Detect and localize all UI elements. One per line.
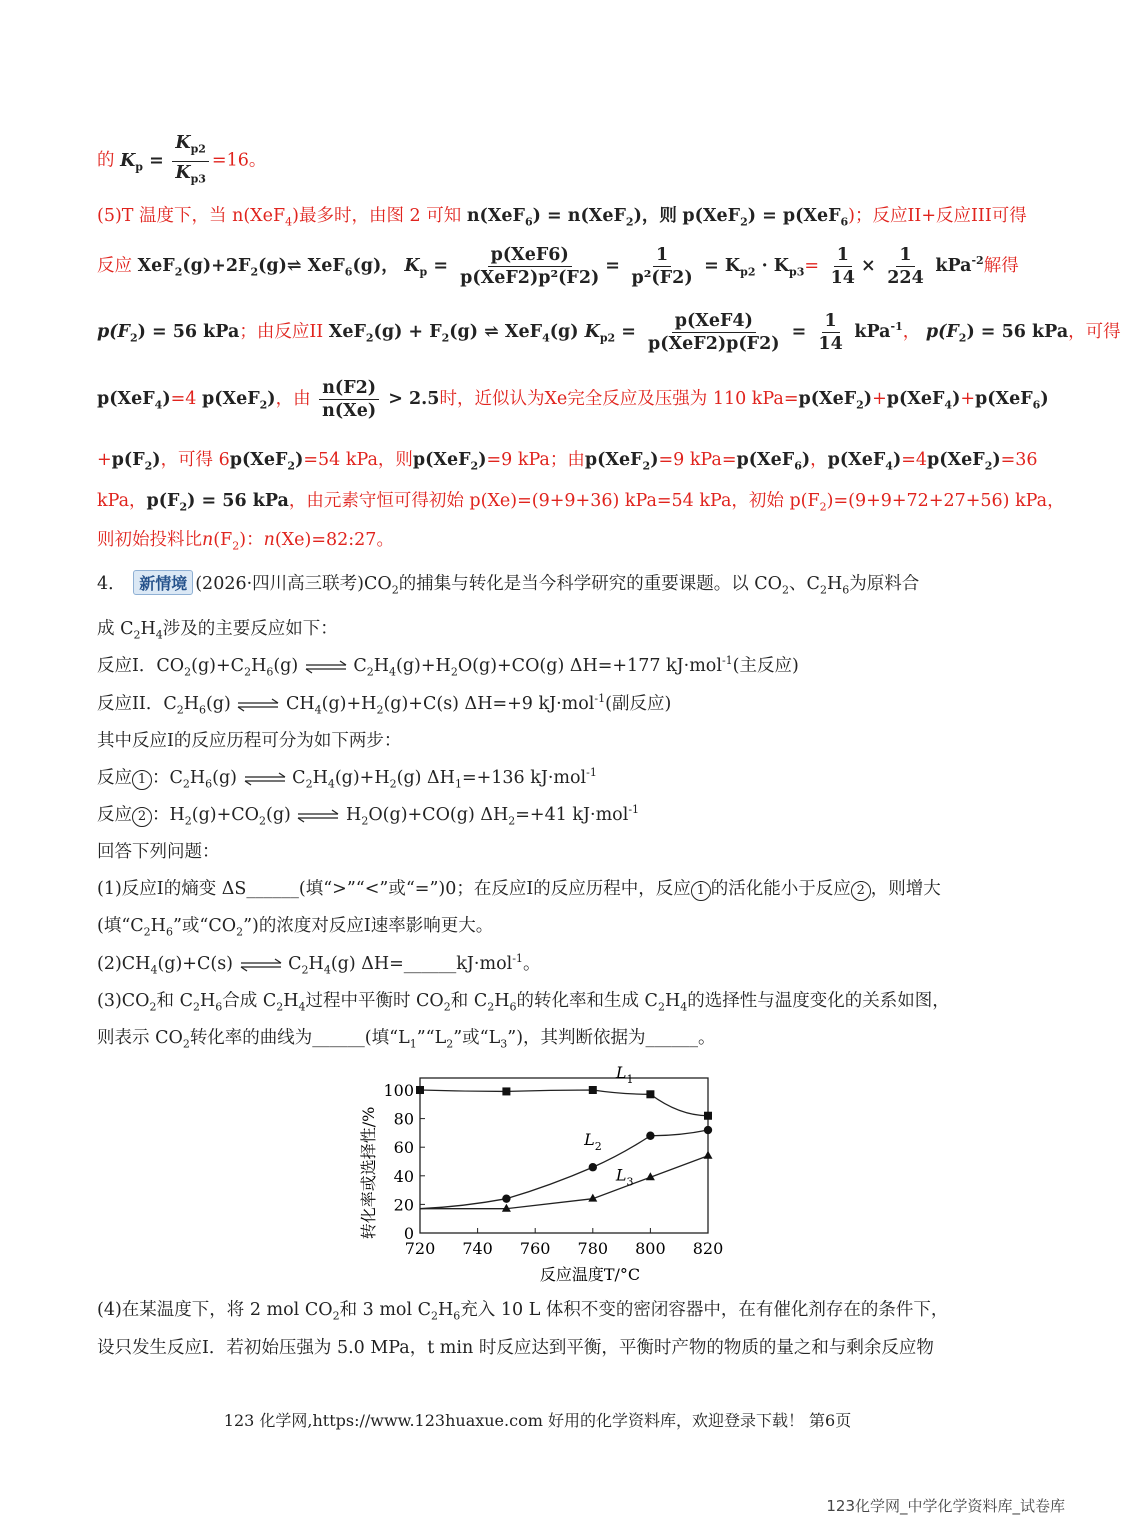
series-line-L2 (420, 1130, 708, 1209)
q4-intro-line-1: 4． 新情境 (2026·四川高三联考)$CO_2$的捕集与转化是当今科学研究的重要课题。以 $CO_2$、$C_2H_6$为原料合 (97, 570, 919, 597)
answer-5-line-3: $p(F_2) = 56$ kPa；由反应II $XeF_2(g) + F_2(g)$ ⇌ XeF$_4$(g) $K_{p2}$ = $\frac{\text{p(XeF4)}}{\text{p(XeF2)p(F2)}}$ = $\frac{1}{14}$ kPa$^{-1}$， $p(F_2) = 56$ kPa，可得 (97, 311, 1121, 354)
x-tick-label: 780 (577, 1239, 609, 1258)
data-point-L2 (589, 1163, 597, 1171)
kp-symbol: $K_p$ = (120, 150, 164, 173)
question-4-line-2: 设只发生反应I．若初始压强为 5.0 MPa，t min 时反应达到平衡，平衡时产物的物质的量之和与剩余反应物 (97, 1338, 934, 1358)
y-tick-label: 40 (393, 1166, 414, 1186)
circled-number: 2 (132, 807, 152, 827)
question-2: $(2)CH_4(g)+C(s)$ $C_2H_4(g)$ ΔH=______kJ·mol$^{-1}$。 (97, 952, 541, 977)
question-3-line-2: 则表示 $CO_2$转化率的曲线为______(填“$L_1”“L_2$”或“$L_3$”)，其判断依据为______。 (97, 1028, 716, 1051)
y-tick-label: 20 (393, 1195, 414, 1215)
question-3-line-1: $(3)CO_2$和 $C_2H_6$合成 $C_2H_4$过程中平衡时 $CO_2$和 $C_2H_6$的转化率和生成 $C_2H_4$的选择性与温度变化的关系如图， (97, 991, 950, 1014)
text: 的 (97, 150, 115, 171)
new-context-badge: 新情境 (133, 570, 193, 595)
data-point-L1 (646, 1090, 654, 1098)
question-number: 4． (97, 574, 126, 594)
question-4-line-1: (4)在某温度下，将 2 mol $CO_2$和 3 mol $C_2H_6$充入 10 L 体积不变的密闭容器中，在有催化剂存在的条件下， (97, 1300, 949, 1323)
equilibrium-arrow-icon (304, 661, 348, 673)
y-tick-label: 60 (393, 1138, 414, 1158)
page-footer: 123 化学网,https://www.123huaxue.com 好用的化学资料库，欢迎登录下载！ 第6页 (223, 1411, 852, 1430)
data-point-L3 (704, 1151, 713, 1159)
y-tick-label: 80 (393, 1109, 414, 1129)
equilibrium-arrow-icon (243, 773, 287, 785)
answer-5-line-7: 则初始投料比$n(F_2)$：n(Xe)=82:27。 (97, 530, 394, 553)
y-tick-label: 100 (383, 1081, 414, 1100)
data-point-L1 (704, 1112, 712, 1120)
answer-5-line-6: kPa，$p(F_2) = 56$ kPa，由元素守恒可得初始 p(Xe)=(9+9+36) kPa=54 kPa，初始 $p(F_2)=(9+9+72+27+56)$ kPa， (97, 491, 1065, 514)
question-1-line-1: (1)反应I的熵变 ΔS______(填“>”“<”或“=”)0；在反应I的反应历程中，反应 1 的活化能小于反应 2 ，则增大 (97, 879, 941, 899)
kp-result-line (97, 132, 266, 190)
x-tick-label: 740 (462, 1239, 493, 1258)
answer-prompt: 回答下列问题： (97, 842, 220, 862)
data-point-L1 (589, 1086, 597, 1094)
data-point-L2 (502, 1194, 510, 1202)
circled-number: 1 (132, 770, 152, 790)
data-point-L1 (416, 1086, 424, 1094)
step-1: 反应 1 ：$C_2H_6(g)$ $C_2H_4(g)+H_2(g)$ $\Delta H_1=+136$ kJ·mol$^{-1}$ (97, 766, 597, 791)
x-tick-label: 760 (519, 1239, 551, 1258)
answer-5-line-4: p(XeF$_4$)=4 p(XeF$_2$)，由 $\frac{n(F2)}{n(Xe)}$ > 2.5时，近似认为Xe完全反应及压强为 110 kPa=p(XeF$_2$)+p(XeF$_4$)+p(XeF$_6$) (97, 378, 1049, 421)
data-point-L1 (502, 1087, 510, 1095)
step-2: 反应 2 ：$H_2(g)+CO_2(g)$ $H_2O(g)+CO(g)$ $\Delta H_2=+41$ kJ·mol$^{-1}$ (97, 803, 640, 828)
watermark: 123化学网_中学化学资料库_试卷库 (826, 1497, 1065, 1515)
series-label-L3: $L_3$ (615, 1165, 634, 1189)
answer-5-line-5: $+p(F_2)$，可得 6p(XeF$_2$)=54 kPa，则p(XeF$_2$)=9 kPa；由p(XeF$_2$)=9 kPa=p(XeF$_6$)，p(XeF$_4$)=4p(XeF$_2$)=36 (97, 450, 1038, 473)
question-1-line-2: (填“$C_2H_6$”或“$CO_2$”)的浓度对反应I速率影响更大。 (97, 916, 494, 939)
x-tick-label: 720 (404, 1239, 436, 1258)
answer-5-line-1: (5)T 温度下，当 n(XeF$_4$)最多时，由图 2 可知 n(XeF$_6$) = n(XeF$_2$)，则 p(XeF$_2$) = p(XeF$_6$)；反应II+反应III可得 (97, 206, 1027, 229)
y-tick-label: 0 (403, 1224, 414, 1243)
steps-text: 其中反应I的反应历程可分为如下两步： (97, 731, 402, 751)
plot-frame (420, 1078, 708, 1233)
equilibrium-arrow-icon (236, 699, 280, 711)
kp-value: =16。 (211, 150, 267, 171)
x-axis-label: 反应温度T/°C (539, 1265, 641, 1284)
reaction-1: 反应I．$CO_2(g)+C_2H_6(g)$ $C_2H_4(g)+H_2O(g)+CO(g)$ ΔH=+177 kJ·mol$^{-1}$(主反应) (97, 654, 799, 679)
equilibrium-arrow-icon (239, 959, 283, 971)
series-line-L1 (420, 1090, 708, 1116)
equilibrium-arrow-icon (296, 810, 340, 822)
q4-intro-line-2: 成 $C_2H_4$涉及的主要反应如下： (97, 619, 338, 642)
x-tick-label: 800 (635, 1239, 666, 1258)
y-axis-label: 转化率或选择性/% (359, 1106, 378, 1240)
series-label-L1: $L_1$ (615, 1063, 634, 1086)
data-point-L2 (646, 1132, 654, 1140)
data-point-L2 (704, 1126, 712, 1134)
kp-fraction: $\frac{K_{p2}}{K_{p3}}$ (172, 132, 209, 190)
series-line-L3 (420, 1156, 708, 1209)
answer-5-line-2: 反应 $XeF_2(g)+2F_2(g)\rightleftharpoons$ XeF$_6$(g)， $K_p$ = $\frac{\text{p(XeF6)}}{\text{p(XeF2)p²(F2)}}$ = $\frac{1}{\text{p²(F2)}}$ = $K_{p2} \cdot K_{p3}=$ $\frac{1}{14}$ × $\frac{1}{224}$ kPa$^{-2}$解得 (97, 245, 1019, 288)
conversion-selectivity-chart (350, 1058, 730, 1290)
reaction-2: 反应II．$C_2H_6(g)$ $CH_4(g)+H_2(g)+C(s)$ ΔH=+9 kJ·mol$^{-1}$(副反应) (97, 692, 672, 717)
x-tick-label: 820 (692, 1239, 724, 1258)
series-label-L2: $L_2$ (584, 1130, 602, 1154)
